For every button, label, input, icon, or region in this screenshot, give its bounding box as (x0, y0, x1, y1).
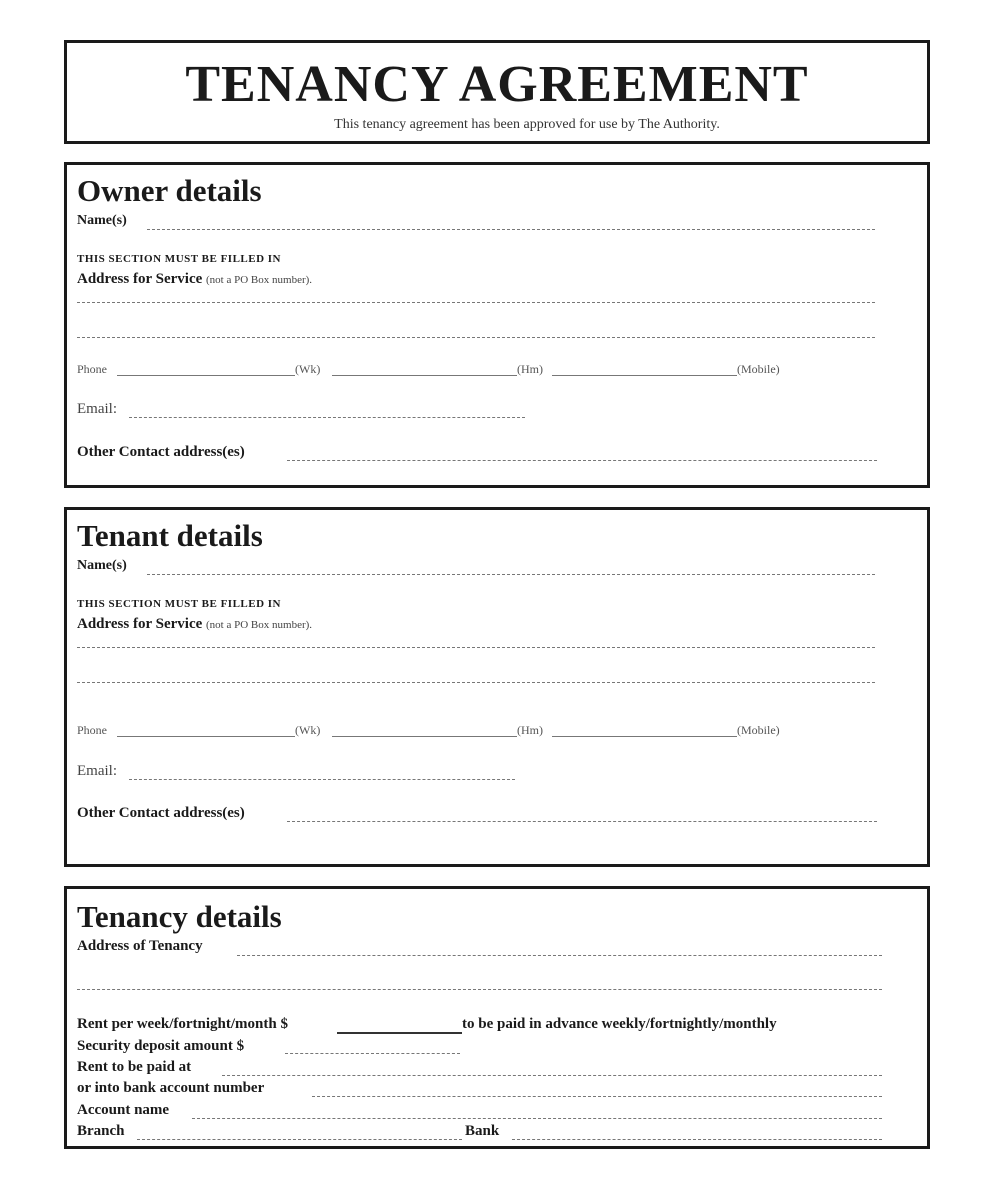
document-title: TENANCY AGREEMENT (185, 56, 809, 113)
tenant-phone-mobile-field[interactable] (552, 736, 737, 737)
tenant-other-contact-label: Other Contact address(es) (77, 805, 245, 821)
account-name-field[interactable] (192, 1118, 882, 1119)
tenancy-details-section (64, 886, 930, 1149)
title-box (64, 40, 930, 144)
tenant-details-section (64, 507, 930, 867)
owner-other-contact-label: Other Contact address(es) (77, 444, 245, 460)
owner-names-field[interactable] (147, 229, 875, 230)
tenant-address-label (77, 616, 312, 633)
branch-label: Branch (77, 1123, 125, 1139)
owner-heading: Owner details (77, 173, 262, 208)
tenancy-heading: Tenancy details (77, 899, 282, 934)
tenant-names-label: Name(s) (77, 558, 127, 573)
tenant-email-field[interactable] (129, 779, 515, 780)
tenant-wk-label: (Wk) (295, 723, 321, 737)
tenant-address-note: (not a PO Box number). (206, 619, 313, 631)
owner-phone-mobile-field[interactable] (552, 375, 737, 376)
bank-label: Bank (465, 1123, 500, 1139)
owner-address-label (77, 271, 312, 288)
tenant-must-fill-note: THIS SECTION MUST BE FILLED IN (77, 598, 281, 610)
security-deposit-field[interactable] (285, 1053, 460, 1054)
owner-phone-label: Phone (77, 362, 107, 376)
owner-other-contact-field[interactable] (287, 460, 877, 461)
tenant-phone-hm-field[interactable] (332, 736, 517, 737)
bank-account-number-label: or into bank account number (77, 1080, 265, 1096)
bank-field[interactable] (512, 1139, 882, 1140)
owner-mobile-label: (Mobile) (737, 362, 780, 376)
tenant-hm-label: (Hm) (517, 723, 543, 737)
tenant-email-label: Email: (77, 763, 117, 779)
tenancy-address-label: Address of Tenancy (77, 938, 203, 954)
account-name-label: Account name (77, 1102, 170, 1118)
owner-hm-label: (Hm) (517, 362, 543, 376)
owner-address-note: (not a PO Box number). (206, 274, 313, 286)
rent-paid-at-label: Rent to be paid at (77, 1059, 192, 1075)
owner-address-field-1[interactable] (77, 302, 875, 303)
tenancy-address-field-1[interactable] (237, 955, 882, 956)
owner-email-label: Email: (77, 401, 117, 417)
rent-amount-field[interactable] (337, 1032, 462, 1034)
owner-address-field-2[interactable] (77, 337, 875, 338)
tenant-heading: Tenant details (77, 518, 263, 553)
tenant-address-label-text: Address for Service (77, 616, 203, 632)
security-deposit-label: Security deposit amount $ (77, 1038, 245, 1054)
owner-details-section (64, 162, 930, 488)
owner-phone-wk-field[interactable] (117, 375, 295, 376)
owner-email-field[interactable] (129, 417, 525, 418)
owner-wk-label: (Wk) (295, 362, 321, 376)
document-subtitle: This tenancy agreement has been approved for use by The Authority. (334, 117, 720, 132)
owner-must-fill-note: THIS SECTION MUST BE FILLED IN (77, 253, 281, 265)
rent-paid-at-field[interactable] (222, 1075, 882, 1076)
tenant-other-contact-field[interactable] (287, 821, 877, 822)
owner-names-label: Name(s) (77, 213, 127, 228)
tenant-phone-wk-field[interactable] (117, 736, 295, 737)
tenant-phone-label: Phone (77, 723, 107, 737)
tenant-address-field-2[interactable] (77, 682, 875, 683)
rent-schedule-text: to be paid in advance weekly/fortnightly/monthly (462, 1016, 777, 1032)
tenancy-address-field-2[interactable] (77, 989, 882, 990)
tenant-address-field-1[interactable] (77, 647, 875, 648)
branch-field[interactable] (137, 1139, 462, 1140)
owner-phone-hm-field[interactable] (332, 375, 517, 376)
tenant-mobile-label: (Mobile) (737, 723, 780, 737)
bank-account-number-field[interactable] (312, 1096, 882, 1097)
tenant-names-field[interactable] (147, 574, 875, 575)
owner-address-label-text: Address for Service (77, 271, 203, 287)
rent-amount-label: Rent per week/fortnight/month $ (77, 1016, 288, 1032)
